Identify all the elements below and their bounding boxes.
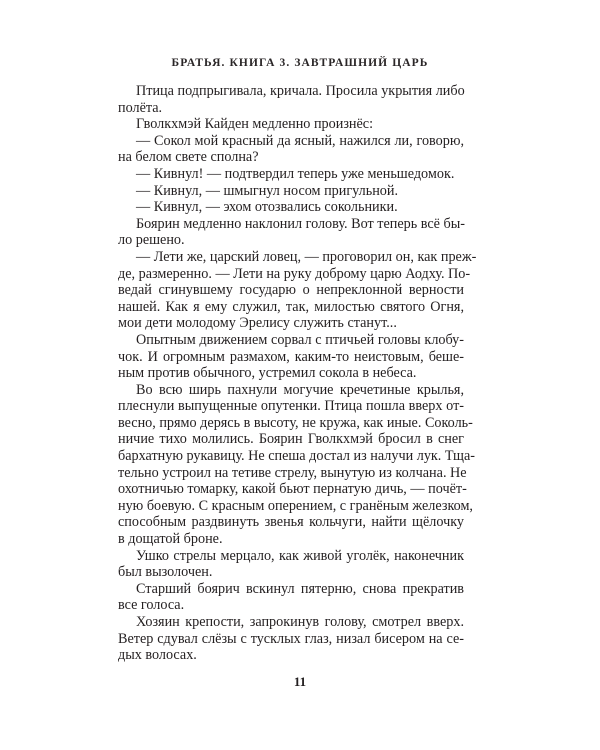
text-line: де, размеренно. — Лети на руку доброму царю Аодху. По- [118, 265, 471, 282]
text-line: бархатную рукавицу. Не спеша достал из налучи лук. Тща- [118, 448, 475, 465]
paragraph [118, 248, 477, 332]
text-line: — Сокол мой красный да ясный, нажился ли, говорю, [136, 132, 464, 149]
text-line: ло решено. [118, 232, 185, 249]
paragraph [118, 83, 464, 116]
text-line: все голоса. [118, 597, 185, 614]
running-head: БРАТЬЯ. КНИГА 3. ЗАВТРАШНИЙ ЦАРЬ [171, 57, 429, 69]
page-number: 11 [293, 674, 307, 689]
text-line: полёта. [118, 99, 163, 116]
text-line: нашей. Как я ему служил, так, милостью святого Огня, [118, 298, 464, 315]
text-line: мои дети молодому Эрелису служить станут... [118, 315, 397, 332]
text-line: в дощатой броне. [118, 531, 223, 548]
text-line: Старший боярич вскинул пятерню, снова прекратив [136, 580, 464, 597]
paragraph [118, 614, 464, 664]
text-line: Хозяин крепости, запрокинув голову, смотрел вверх. [136, 614, 464, 630]
text-line: ную боевую. С красным оперением, с гранёным железком, [118, 497, 473, 514]
paragraph [118, 581, 464, 614]
text-line: Опытным движением сорвал с птичьей головы клобу- [136, 331, 464, 348]
text-line: ным против обычного, устремил сокола в небеса. [118, 365, 417, 382]
text-line: — Лети же, царский ловец, — проговорил он, как преж- [136, 248, 477, 265]
text-line: Гволкхмэй Кайден медленно произнёс: [136, 116, 374, 133]
text-line: Во всю ширь пахнули могучие кречетиные крылья, [136, 381, 464, 398]
paragraph [118, 199, 464, 216]
text-line: тельно устроил на тетиве стрелу, вынутую из колчана. Не [118, 464, 467, 481]
text-line: Боярин медленно наклонил голову. Вот теперь всё бы- [136, 215, 465, 232]
paragraph [118, 332, 464, 382]
paragraph [118, 548, 464, 581]
text-line: — Кивнул, — эхом отозвались сокольники. [136, 199, 398, 216]
body-text [118, 83, 477, 664]
text-line: плеснули выпущенные опутенки. Птица пошла вверх от- [118, 398, 464, 415]
text-line: на белом свете сполна? [118, 149, 259, 166]
text-line: охотничью томарку, какой бьют пернатую дичь, — почёт- [118, 481, 467, 498]
text-line: — Кивнул! — подтвердил теперь уже меньшедомок. [136, 165, 455, 182]
paragraph [118, 381, 475, 548]
text-line: был вызолочен. [118, 564, 213, 581]
paragraph [118, 116, 464, 133]
paragraph [118, 216, 464, 249]
text-line: весно, прямо дерясь в высоту, не кружа, как иные. Соколь- [118, 414, 473, 431]
text-line: способным раздвинуть звенья кольчуги, найти щёлочку [118, 514, 464, 531]
text-line: Ветер сдувал слёзы с тусклых глаз, низал бисером на се- [118, 630, 464, 647]
text-line: ведай сгинувшему государю о непреклонной верности [118, 282, 464, 299]
paragraph [118, 133, 464, 166]
paragraph [118, 183, 464, 200]
text-line: дых волосах. [118, 647, 197, 664]
text-line: ничие тихо молились. Боярин Гволкхмэй бросил в снег [118, 431, 464, 448]
text-line: чок. И огромным размахом, каким-то неистовым, беше- [118, 348, 464, 365]
text-line: Ушко стрелы мерцало, как живой уголёк, наконечник [136, 547, 464, 564]
text-line: — Кивнул, — шмыгнул носом пригульной. [136, 182, 399, 199]
paragraph [118, 166, 464, 183]
text-line: Птица подпрыгивала, кричала. Просила укрытия либо [136, 83, 465, 99]
